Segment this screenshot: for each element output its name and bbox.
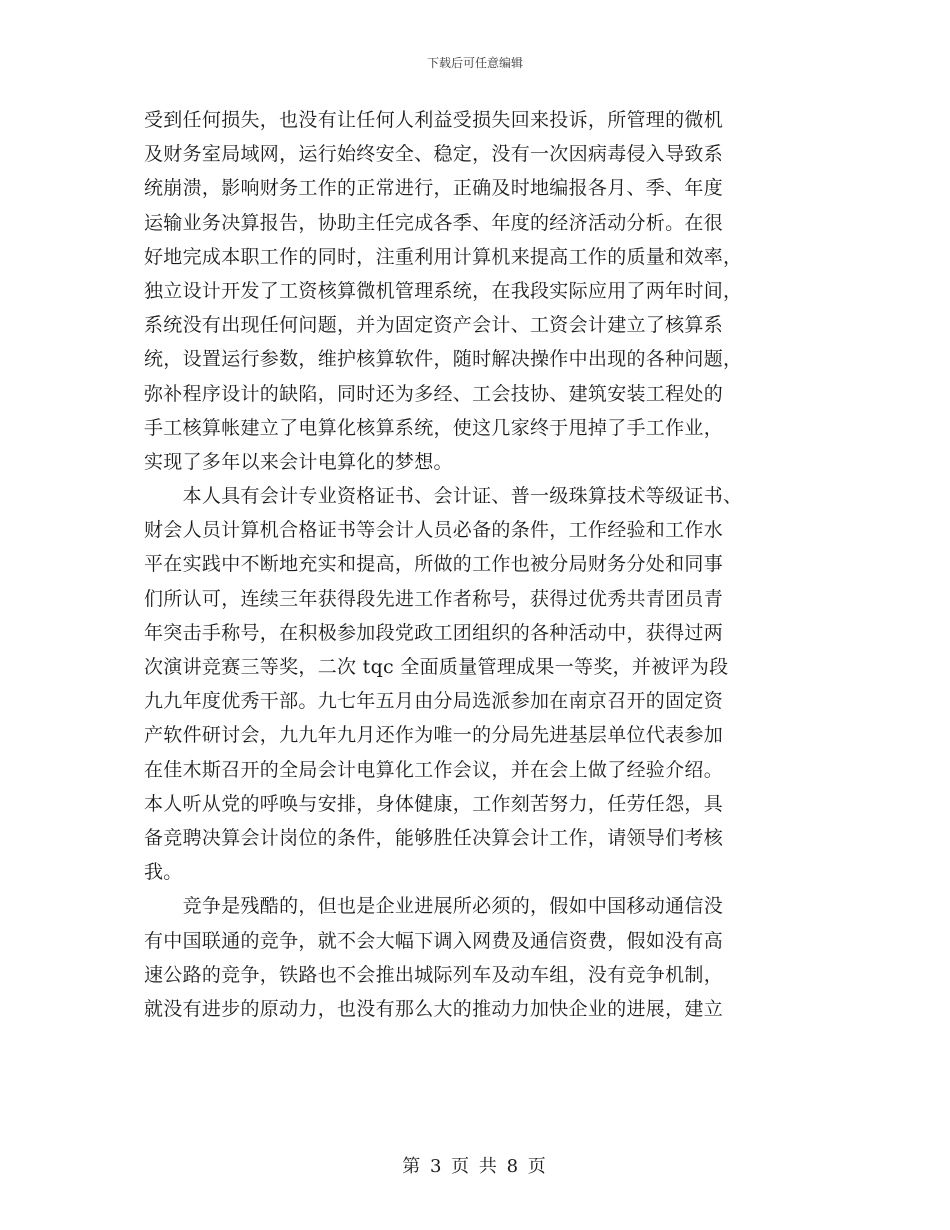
page-header: 下载后可任意编辑	[426, 56, 523, 70]
text-line: 产软件研讨会，九九年九月还作为唯一的分局先进基层单位代表参加	[144, 724, 724, 747]
text-line: 速公路的竞争，铁路也不会推出城际列车及动车组，没有竞争机制，	[144, 963, 724, 986]
text-line: 有中国联通的竞争，就不会大幅下调入网费及通信资费，假如没有高	[144, 929, 724, 952]
text-line: 平在实践中不断地充实和提高，所做的工作也被分局财务分处和同事	[144, 553, 724, 576]
text-line: 弥补程序设计的缺陷，同时还为多经、工会技协、建筑安装工程处的	[144, 382, 724, 405]
text-line: 本人听从党的呼唤与安排，身体健康，工作刻苦努力，任劳任怨，具	[144, 792, 724, 815]
text-line: 们所认可，连续三年获得段先进工作者称号，获得过优秀共青团员青	[144, 587, 724, 610]
text-line: 财会人员计算机合格证书等会计人员必备的条件，工作经验和工作水	[144, 519, 724, 542]
text-line: 九九年度优秀干部。九七年五月由分局选派参加在南京召开的固定资	[144, 690, 724, 713]
page-number: 第 3 页 共 8 页	[402, 1156, 548, 1177]
text-line: 手工核算帐建立了电算化核算系统，使这几家终于甩掉了手工作业，	[144, 416, 724, 439]
text-line: 实现了多年以来会计电算化的梦想。	[144, 450, 453, 473]
text-line: 本人具有会计专业资格证书、会计证、普一级珠算技术等级证书、	[144, 485, 743, 508]
text-line: 统崩溃，影响财务工作的正常进行，正确及时地编报各月、季、年度	[144, 177, 724, 200]
text-line: 系统没有出现任何问题，并为固定资产会计、工资会计建立了核算系	[144, 314, 724, 337]
text-line: 好地完成本职工作的同时，注重利用计算机来提高工作的质量和效率，	[144, 245, 743, 268]
text-line: 及财务室局域网，运行始终安全、稳定，没有一次因病毒侵入导致系	[144, 143, 724, 166]
text-line: 在佳木斯召开的全局会计电算化工作会议，并在会上做了经验介绍。	[144, 758, 724, 781]
text-line: 独立设计开发了工资核算微机管理系统，在我段实际应用了两年时间，	[144, 279, 743, 302]
text-line: 运输业务决算报告，协助主任完成各季、年度的经济活动分析。在很	[144, 211, 724, 234]
text-line: 统，设置运行参数，维护核算软件，随时解决操作中出现的各种问题，	[144, 348, 743, 371]
document-body	[144, 103, 804, 1026]
text-line: 受到任何损失，也没有让任何人利益受损失回来投诉，所管理的微机	[144, 109, 724, 131]
text-line: 次演讲竞赛三等奖，二次 tqc 全面质量管理成果一等奖，并被评为段	[144, 656, 729, 678]
text-line: 我。	[144, 861, 183, 884]
text-line: 竞争是残酷的，但也是企业进展所必须的，假如中国移动通信没	[144, 895, 724, 918]
text-line: 年突击手称号，在积极参加段党政工团组织的各种活动中，获得过两	[144, 621, 724, 644]
text-line: 备竞聘决算会计岗位的条件，能够胜任决算会计工作，请领导们考核	[144, 826, 724, 849]
text-line: 就没有进步的原动力，也没有那么大的推动力加快企业的进展，建立	[144, 997, 724, 1020]
